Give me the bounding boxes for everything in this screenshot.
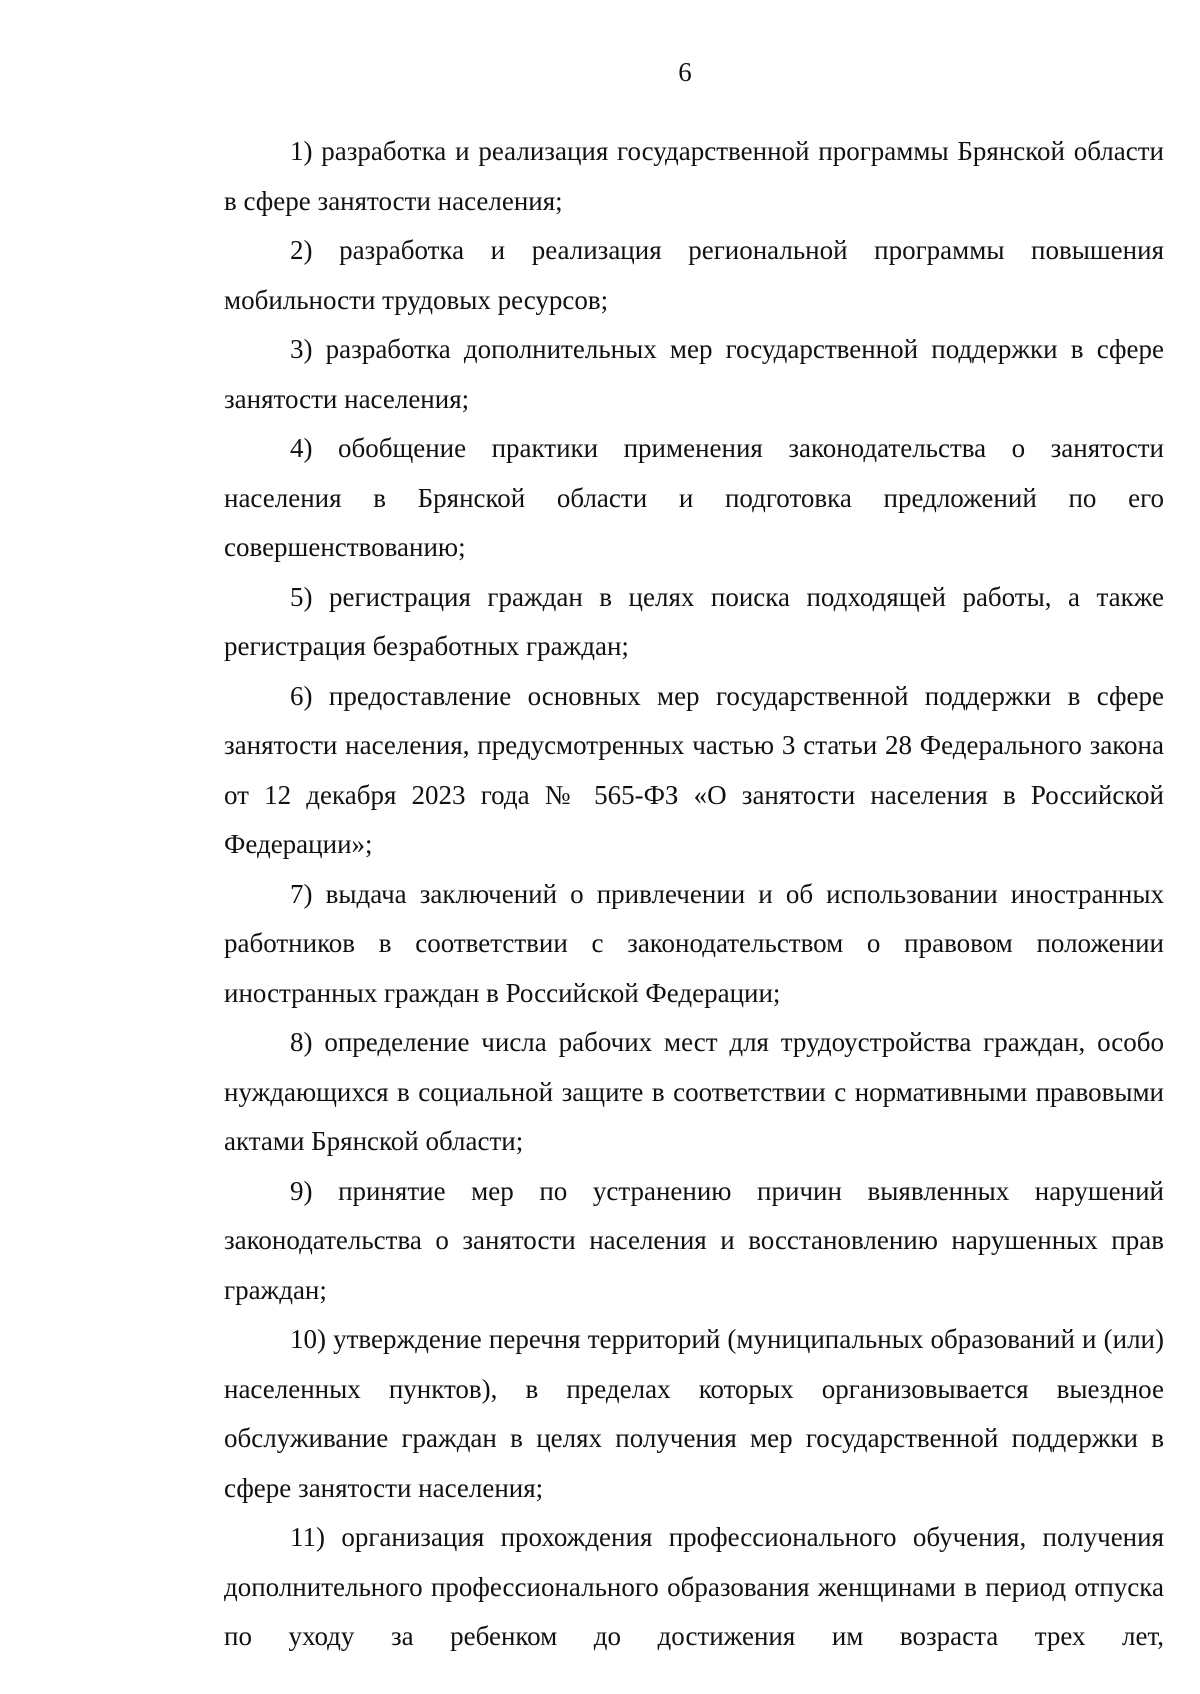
list-item: 9) принятие мер по устранению причин выявленных нарушений законодательства о занятости населения и восстановлению нарушенных прав граждан; [224,1175,1164,1305]
list-item: 3) разработка дополнительных мер государственной поддержки в сфере занятости населения; [224,334,1164,414]
list-item: 5) регистрация граждан в целях поиска подходящей работы, а также регистрация безработных граждан; [224,581,1164,661]
list-item: 11) организация прохождения профессионального обучения, получения дополнительного профессионального образования женщинами в период отпуска по уходу за ребенком до достижения им возраста трех лет, [224,1522,1164,1651]
document-body [224,127,1164,1662]
list-item: 1) разработка и реализация государственной программы Брянской области в сфере занятости населения; [224,136,1164,216]
list-item: 2) разработка и реализация региональной программы повышения мобильности трудовых ресурсов; [224,235,1164,315]
list-item: 8) определение числа рабочих мест для трудоустройства граждан, особо нуждающихся в социальной защите в соответствии с нормативными правовыми актами Брянской области; [224,1027,1164,1156]
list-item: 10) утверждение перечня территорий (муниципальных образований и (или) населенных пунктов), в пределах которых организовывается выездное обслуживание граждан в целях получения мер государственной поддержки в сфере занятости населения; [224,1324,1164,1503]
list-item: 6) предоставление основных мер государственной поддержки в сфере занятости населения, предусмотренных частью 3 статьи 28 Федерального закона от 12 декабря 2023 года № 565-ФЗ «О занятости населения в Российской Федерации»; [224,680,1164,859]
page-number: 6 [678,57,692,87]
list-item: 7) выдача заключений о привлечении и об использовании иностранных работников в соответствии с законодательством о правовом положении иностранных граждан в Российской Федерации; [224,878,1164,1008]
list-item: 4) обобщение практики применения законодательства о занятости населения в Брянской области и подготовка предложений по его совершенствованию; [224,433,1164,562]
